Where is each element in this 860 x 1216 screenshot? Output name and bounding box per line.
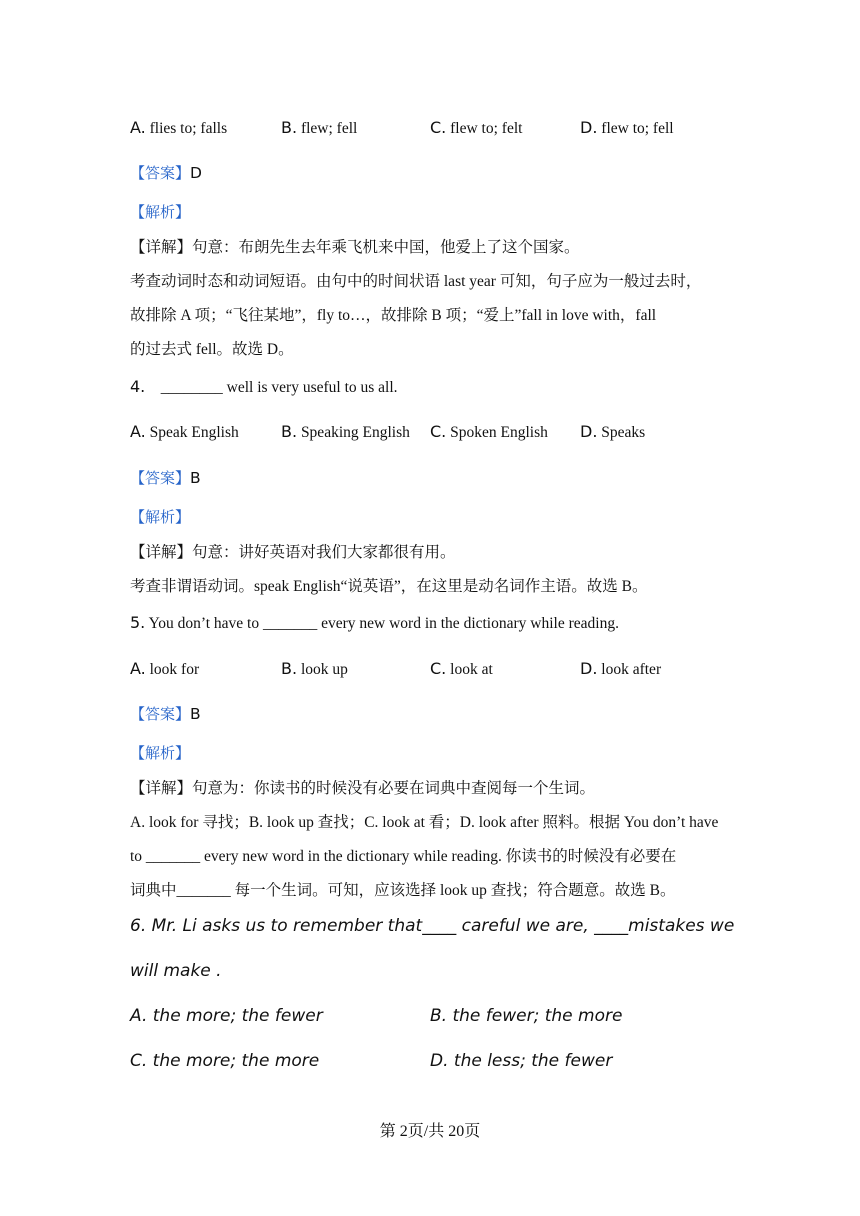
option-text: flew; fell <box>300 120 358 137</box>
q4-detail <box>130 540 456 562</box>
q3-option-a <box>130 118 227 138</box>
q4-option-d <box>580 422 645 442</box>
q4-option-a <box>130 422 239 442</box>
option-letter: C. <box>430 659 447 678</box>
option-letter: A. <box>130 422 146 441</box>
option-text: Speaking English <box>300 424 410 441</box>
q5-analysis-heading <box>130 742 190 763</box>
option-letter: B. <box>281 118 298 137</box>
detail-text: 句意为：你读书的时候没有必要在词典中查阅每一个生词。 <box>192 780 596 797</box>
q4-stem <box>130 377 398 397</box>
q4-option-b <box>281 422 410 442</box>
detail-text: 句意：布朗先生去年乘飞机来中国，他爱上了这个国家。 <box>192 239 580 256</box>
q5-explain-line: 词典中_______ 每一个生词。可知，应该选择 look up 查找；符合题意。故选 B。 <box>130 882 676 899</box>
option-text: look after <box>601 661 662 678</box>
option-text: look at <box>450 661 493 678</box>
q5-option-a <box>130 659 199 679</box>
q4-answer <box>130 467 201 488</box>
q6-stem-line: 6. Mr. Li asks us to remember that____ careful we are, ____mistakes we <box>130 916 735 936</box>
question-text: You don’t have to _______ every new word in the dictionary while reading. <box>148 615 619 632</box>
option-letter: A. <box>130 659 146 678</box>
question-number: 5. <box>130 613 146 632</box>
option-text: flew to; felt <box>450 120 523 137</box>
q5-explain-line: to _______ every new word in the dictionary while reading. 你读书的时候没有必要在 <box>130 848 677 865</box>
answer-value: B <box>190 469 201 487</box>
q5-option-b <box>281 659 348 679</box>
option-letter: B. <box>281 659 298 678</box>
q5-stem <box>130 613 619 633</box>
q5-answer <box>130 703 201 724</box>
option-text: flies to; falls <box>149 120 228 137</box>
q4-option-c <box>430 422 548 442</box>
q5-option-c <box>430 659 493 679</box>
q6-option-a: A. the more; the fewer <box>130 1006 323 1026</box>
option-text: flew to; fell <box>601 120 674 137</box>
option-text: Speak English <box>149 424 239 441</box>
q3-explain-line: 的过去式 fell。故选 D。 <box>130 341 294 358</box>
q5-detail <box>130 776 595 798</box>
option-letter: C. <box>430 118 447 137</box>
detail-tag: 【详解】 <box>130 239 193 256</box>
q3-option-c <box>430 118 522 138</box>
detail-text: 句意：讲好英语对我们大家都很有用。 <box>192 544 456 561</box>
q6-option-c: C. the more; the more <box>130 1051 320 1071</box>
q3-explain-line: 故排除 A 项；“飞往某地”，fly to…，故排除 B 项；“爱上”fall in love with，fall <box>130 307 657 324</box>
option-letter: D. <box>580 659 598 678</box>
q3-analysis-heading <box>130 201 190 222</box>
answer-tag: 【答案】 <box>130 469 191 487</box>
option-text: Spoken English <box>450 424 548 441</box>
page-footer: 第 2页/共 20页 <box>379 1123 481 1140</box>
analysis-tag: 【解析】 <box>130 203 191 221</box>
option-letter: A. <box>130 118 146 137</box>
analysis-tag: 【解析】 <box>130 508 191 526</box>
q5-explain-line: A. look for 寻找；B. look up 查找；C. look at 看；D. look after 照料。根据 You don’t have <box>130 814 719 831</box>
answer-value: D <box>190 164 202 182</box>
analysis-tag: 【解析】 <box>130 744 191 762</box>
q5-option-d <box>580 659 661 679</box>
option-letter: D. <box>580 422 598 441</box>
answer-tag: 【答案】 <box>130 705 191 723</box>
detail-tag: 【详解】 <box>130 780 193 797</box>
option-letter: C. <box>430 422 447 441</box>
q4-analysis-heading <box>130 506 190 527</box>
option-text: Speaks <box>601 424 646 441</box>
question-text: ________ well is very useful to us all. <box>160 379 398 396</box>
option-text: look up <box>300 661 348 678</box>
q4-explain-line: 考查非谓语动词。speak English“说英语”，在这里是动名词作主语。故选 B。 <box>130 578 648 595</box>
q3-answer <box>130 162 202 183</box>
detail-tag: 【详解】 <box>130 544 193 561</box>
q6-option-d: D. the less; the fewer <box>430 1051 613 1071</box>
option-text: look for <box>149 661 200 678</box>
answer-value: B <box>190 705 201 723</box>
q3-option-b <box>281 118 357 138</box>
answer-tag: 【答案】 <box>130 164 191 182</box>
q6-option-b: B. the fewer; the more <box>430 1006 623 1026</box>
option-letter: B. <box>281 422 298 441</box>
q6-stem-line: will make . <box>130 961 222 981</box>
q3-explain-line: 考查动词时态和动词短语。由句中的时间状语 last year 可知，句子应为一般过去时， <box>130 273 702 290</box>
q3-detail <box>130 235 580 257</box>
q3-option-d <box>580 118 674 138</box>
option-letter: D. <box>580 118 598 137</box>
question-number: 4. <box>130 377 146 396</box>
